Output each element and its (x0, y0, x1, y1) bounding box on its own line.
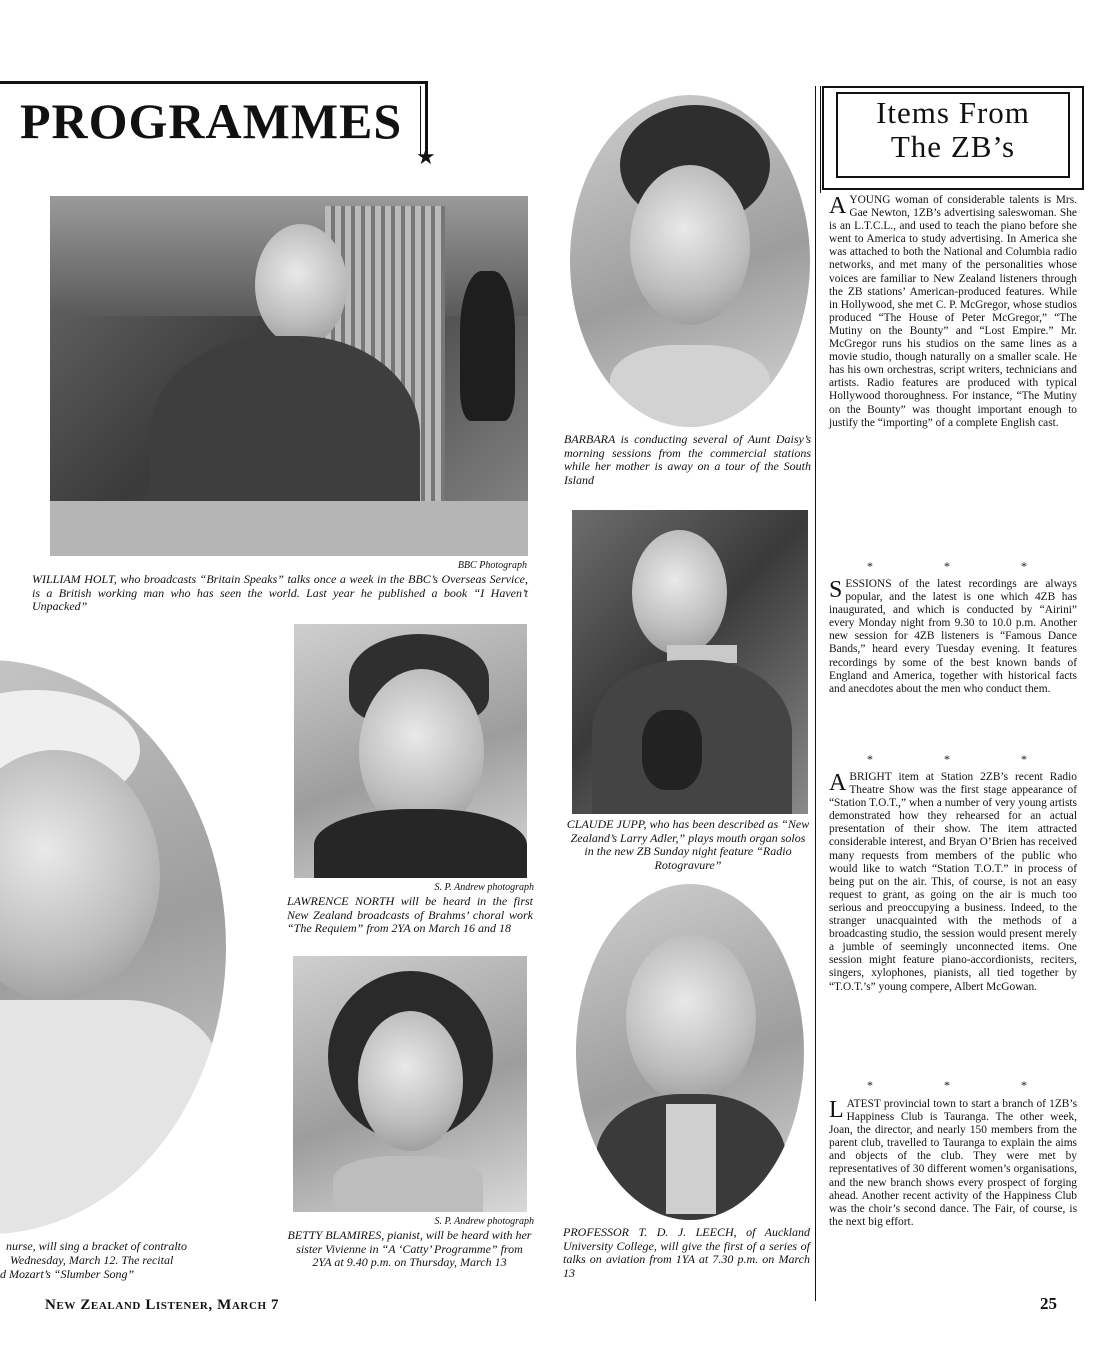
blamires-photo (293, 956, 527, 1212)
north-photo (294, 624, 527, 878)
drop-cap: L (829, 1097, 844, 1123)
jupp-caption: CLAUDE JUPP, who has been described as “New Zealand’s Larry Adler,” plays mouth organ solos in the new ZB Sunday night feature “Radio Rotogravure” (566, 817, 810, 872)
page-number: 25 (1040, 1294, 1057, 1313)
north-photo-credit: S. P. Andrew photograph (434, 882, 534, 893)
nurse-photo (0, 660, 226, 1234)
paragraph-text: ESSIONS of the latest recordings are always popular, and the latest is one which 4ZB has inaugurated, and which is conducted by “Airini” every Monday night from 9.30 to 10.0 p.m. Another new session for 4ZB listeners is “Famous Dance Bands,” heard every Tuesday evening. It features recordings by some of the best known bands of England and America, together with historical facts and anecdotes about the men who conduct them. (829, 578, 1077, 695)
blamires-caption: BETTY BLAMIRES, pianist, will be heard with her sister Vivienne in “A ‘Catty’ Programme” from 2YA at 9.40 p.m. on Thursday, March 13 (287, 1228, 532, 1269)
holt-photo (50, 196, 528, 556)
zb-paragraph-2 (829, 578, 1077, 696)
nurse-caption-line-2: Wednesday, March 12. The recital (10, 1253, 174, 1267)
zb-title (836, 96, 1070, 164)
column-rule-inner (820, 86, 821, 193)
blamires-photo-credit: S. P. Andrew photograph (434, 1216, 534, 1227)
holt-photo-credit: BBC Photograph (457, 560, 527, 571)
separator-stars: * * * (867, 559, 1061, 573)
paragraph-text: YOUNG woman of considerable talents is Mrs. Gae Newton, 1ZB’s advertising saleswoman. She is an L.T.C.L., and used to teach the piano before she went to America to study advertising. In America she was attached to both the National and Columbia radio networks, and met many of the personalities whose voices are familiar to New Zealand listeners through the ZB stations’ American-produced features. While in Hollywood, she met C. P. McGregor, whose studios produced “The House of Peter McGregor,” “The Mutiny on the Bounty” and “Lost Empire.” Mr. McGregor runs his studios on the same lines as a movie studio, though naturally on a smaller scale. He has his own orchestras, script writers, technicians and artists. Radio features are produced with typical Hollywood thoroughness. For instance, “The Mutiny on the Bounty” was thought important enough to justify the “importing” of a complete English cast. (829, 194, 1077, 429)
zb-title-line-1: Items From (876, 95, 1030, 130)
zb-paragraph-3 (829, 771, 1077, 994)
drop-cap: A (829, 193, 847, 219)
footer-publication: New Zealand Listener, March 7 (45, 1297, 280, 1313)
leech-caption: PROFESSOR T. D. J. LEECH, of Auckland University College, will give the first of a series of talks on aviation from 1YA at 7.30 p.m. on March 13 (563, 1225, 810, 1280)
separator-stars: * * * (867, 752, 1061, 766)
star-icon: ★ (416, 144, 436, 169)
header-rule (0, 81, 428, 84)
page-title: PROGRAMMES (20, 93, 403, 149)
microphone-icon (460, 271, 515, 421)
drop-cap: S (829, 577, 843, 603)
north-caption: LAWRENCE NORTH will be heard in the first New Zealand broadcasts of Brahms’ choral work “The Requiem” from 2YA on March 16 and 18 (287, 894, 533, 935)
drop-cap: A (829, 770, 847, 796)
jupp-photo (572, 510, 808, 814)
zb-paragraph-1 (829, 194, 1077, 430)
holt-caption: WILLIAM HOLT, who broadcasts “Britain Speaks” talks once a week in the BBC’s Overseas Service, is a British working man who has seen the world. Last year he published a book “I Haven’t Unpacked” (32, 572, 528, 613)
barbara-caption: BARBARA is conducting several of Aunt Daisy’s morning sessions from the commercial stations while her mother is away on a tour of the South Island (564, 432, 811, 487)
separator-stars: * * * (867, 1078, 1061, 1092)
zb-title-line-2: The ZB’s (890, 129, 1016, 164)
paragraph-text: ATEST provincial town to start a branch of 1ZB’s Happiness Club is Tauranga. The other week, Joan, the director, and nearly 150 members from the parent club, travelled to Tauranga to explain the aims and objects of the club. They were met by representatives of 30 different women’s organisations, and the new branch shows every prospect of forging ahead. Another recent activity of the Happiness Club was the choir’s second dance. The Fair, of course, is the next big effort. (829, 1098, 1077, 1228)
nurse-caption-line-3: d Mozart’s “Slumber Song” (0, 1267, 135, 1281)
zb-paragraph-4 (829, 1098, 1077, 1229)
nurse-caption-line-1: nurse, will sing a bracket of contralto (6, 1239, 187, 1253)
barbara-photo (570, 95, 810, 427)
leech-photo (576, 884, 804, 1220)
paragraph-text: BRIGHT item at Station 2ZB’s recent Radio Theatre Show was the first stage appearance of “Station T.O.T.,” when a number of very young artists demonstrated how they rehearsed for an actual presentation of their show. The item attracted considerable interest, and Bryan O’Brien has received many requests from members of the public who would like to watch “Station T.O.T.” in process of being put on the air. This, of course, is not an easy request to grant, as going on the air is much too serious and preoccupying a business. Indeed, to the stranger unacquainted with the methods of a broadcasting studio, the session would present merely a jumble of seemingly unconnected items. One session might feature piano-accordionists, reciters, singers, xylophones, pianists, all tied together by “T.O.T.’s” young compere, Albert McGowan. (829, 771, 1077, 993)
column-rule (815, 86, 816, 1301)
